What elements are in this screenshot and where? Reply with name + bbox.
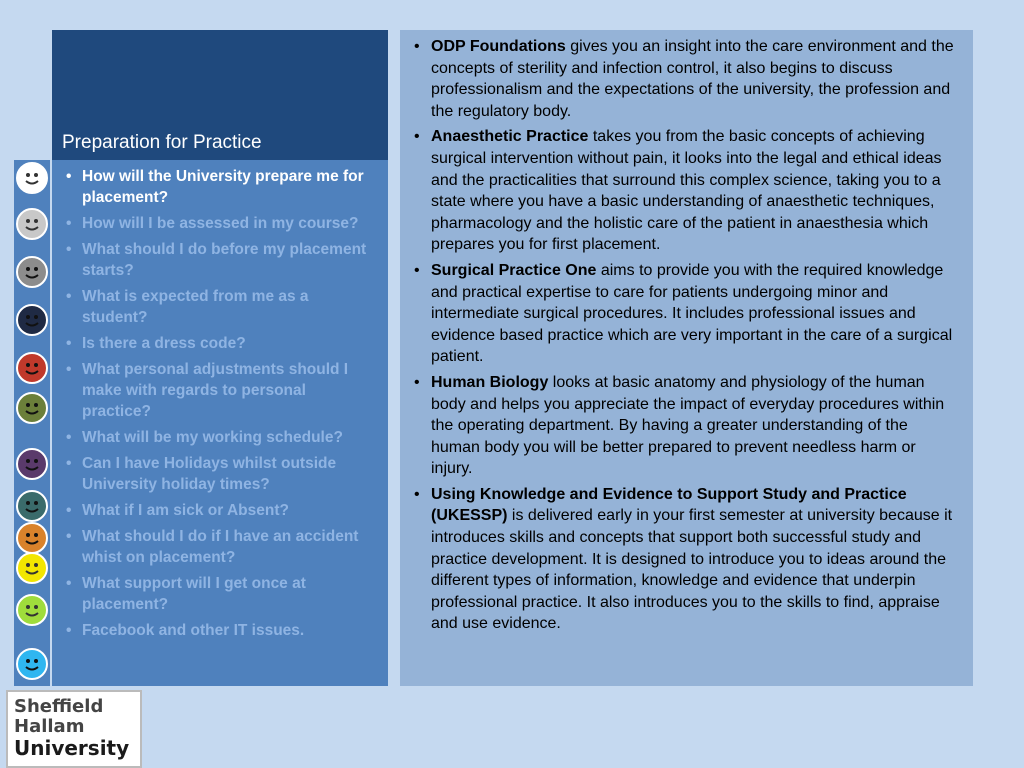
module-item (412, 36, 959, 122)
logo-line-3: University (14, 736, 130, 760)
logo-line-1: Sheffield (14, 696, 104, 717)
smiley-icon (16, 304, 48, 336)
page-title: Preparation for Practice (62, 132, 262, 153)
logo-line-2: Hallam (14, 716, 85, 737)
question-item[interactable]: • Facebook and other IT issues. (62, 620, 376, 641)
smiley-icon (16, 648, 48, 680)
module-item (412, 484, 959, 635)
module-description: aims to provide you with the required knowledge and practical expertise to care for patients undergoing minor and intermediate surgical procedures. It includes professional issues and evidence based practice which are very important in the care of a surgical patient. (431, 261, 953, 366)
module-description: looks at basic anatomy and physiology of the human body and helps you appreciate the impact of everyday procedures within the operating department. By having a greater understanding of the human body you will be better prepared to prevent needless harm or injury. (431, 373, 945, 478)
module-list (400, 30, 973, 635)
smiley-icon (16, 392, 48, 424)
question-item[interactable]: • How will the University prepare me for placement? (62, 166, 376, 208)
module-name: Surgical Practice One (431, 261, 597, 279)
smiley-column (14, 160, 50, 686)
question-item[interactable]: • Is there a dress code? (62, 333, 376, 354)
module-name: Human Biology (431, 373, 549, 391)
smiley-icon (16, 208, 48, 240)
module-description: is delivered early in your first semester at university because it introduces skills and concepts that support both successful study and practice development. It is designed to introduce you to ideas around the different types of information, knowledge and evidence that underpin professional practice. It also introduces you to the skills to find, appraise and use evidence. (431, 507, 953, 633)
question-item[interactable]: • Can I have Holidays whilst outside University holiday times? (62, 453, 376, 495)
module-description-panel (400, 30, 973, 686)
smiley-icon (16, 522, 48, 554)
question-item[interactable]: • What support will I get once at placement? (62, 573, 376, 615)
question-list-panel (52, 160, 388, 686)
smiley-icon (16, 490, 48, 522)
university-logo (6, 690, 142, 768)
module-description: gives you an insight into the care environment and the concepts of sterility and infection control, it also begins to discuss professionalism and the expectations of the university, the profession and the regulatory body. (431, 38, 954, 120)
question-item[interactable]: • What should I do if I have an accident whist on placement? (62, 526, 376, 568)
module-item (412, 372, 959, 480)
module-name: Anaesthetic Practice (431, 128, 589, 146)
module-description: takes you from the basic concepts of achieving surgical intervention without pain, it looks into the legal and ethical ideas and the practicalities that surround this complex science, taking you to a state where you have a basic understanding of anaesthetic techniques, pharmacology and the holistic care of the patient in anaesthesia which prepares you for first placement. (431, 128, 942, 254)
smiley-icon (16, 594, 48, 626)
module-item (412, 260, 959, 368)
smiley-icon (16, 162, 48, 194)
smiley-icon (16, 352, 48, 384)
module-name: ODP Foundations (431, 38, 566, 55)
question-item[interactable]: • What should I do before my placement starts? (62, 239, 376, 281)
left-header (52, 30, 388, 160)
question-item[interactable]: • What personal adjustments should I make with regards to personal practice? (62, 359, 376, 422)
question-item[interactable]: • How will I be assessed in my course? (62, 213, 376, 234)
question-item[interactable]: • What is expected from me as a student? (62, 286, 376, 328)
smiley-icon (16, 448, 48, 480)
smiley-icon (16, 552, 48, 584)
smiley-icon (16, 256, 48, 288)
question-item[interactable]: • What if I am sick or Absent? (62, 500, 376, 521)
module-item (412, 126, 959, 256)
module-name: Using Knowledge and Evidence to Support Study and Practice (UKESSP) (431, 485, 907, 525)
question-list (52, 160, 388, 641)
question-item[interactable]: • What will be my working schedule? (62, 427, 376, 448)
